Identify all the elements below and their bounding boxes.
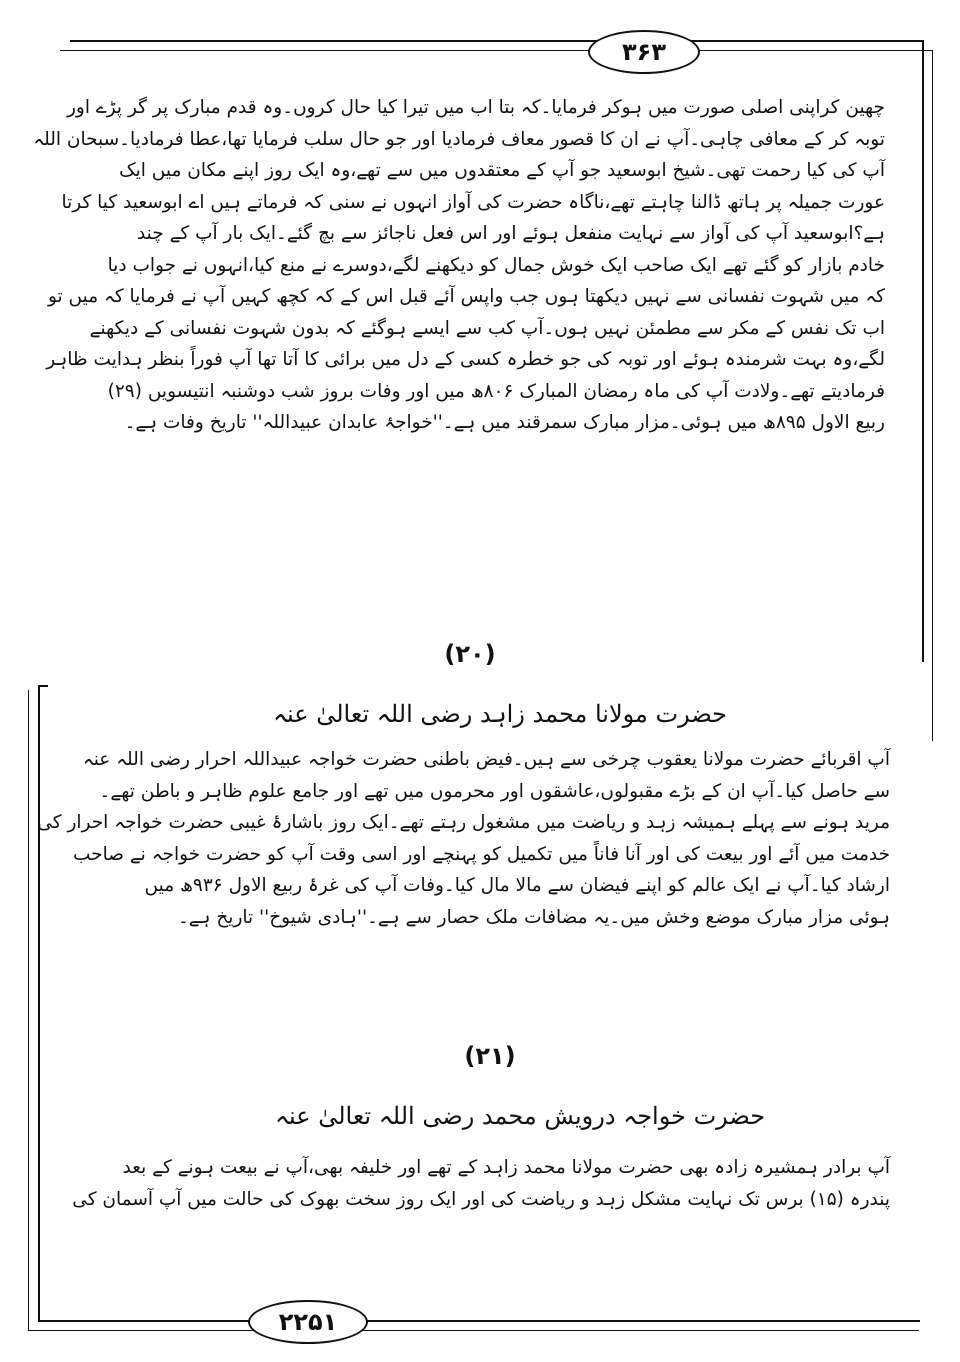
section3-heading: حضرت خواجہ درویش محمد رضی اللہ تعالیٰ عنہ	[274, 1102, 766, 1130]
section3-number: (۲۱)	[464, 1042, 516, 1070]
section1-line: اب تک نفس کے مکر سے مطمئن نہیں ہوں۔آپ کب سے ایسے ہوگئے کہ بدون شہوت نفسانی کے دیکھنے	[89, 317, 885, 339]
footer-page-number	[248, 1300, 368, 1344]
section3-paragraph	[70, 1152, 890, 1215]
section1-line: لگے،وہ بہت شرمندہ ہوئے اور توبہ کی جو خطرہ کسی کے دل میں برائی کا آتا تھا آپ فوراً بنظر ہدایت ظاہر	[46, 349, 885, 370]
section1-line: توبہ کر کے معافی چاہی۔آپ نے ان کا قصور معاف فرمادیا اور جو حال سلب فرمایا تھا،عطا فرمادیا۔سبحان اللہ	[33, 128, 885, 150]
section1-line: عورت جمیلہ پر ہاتھ ڈالنا چاہتے تھے،ناگاہ حضرت کی آواز انہوں نے سنی کہ فرماتے ہیں اے ابوسعید کیا کرتا	[61, 191, 885, 213]
section2-line: سے حاصل کیا۔آپ ان کے بڑے مقبولوں،عاشقوں اور محرموں میں تھے اور جامع علوم ظاہر و باطن تھے۔	[99, 780, 890, 802]
section1-line: ہے؟ابوسعید آپ کی آواز سے نہایت منفعل ہوئے اور اس فعل ناجائز سے بچ گئے۔ایک بار آپ کے چند	[136, 223, 885, 244]
lower-frame-top-rule	[38, 685, 48, 687]
section1-line: چھین کراپنی اصلی صورت میں ہوکر فرمایا۔کہ بتا اب میں تیرا کیا حال کروں۔وہ قدم مبارک پر گر پڑے اور	[66, 97, 885, 118]
section2-paragraph	[37, 744, 890, 933]
section1-line: خادم بازار کو گئے تھے ایک صاحب ایک خوش جمال کو دیکھنے لگے،دوسرے نے منع کیا،انہوں نے جواب دیا	[107, 254, 885, 276]
section2-line: ارشاد کیا۔آپ نے ایک عالم کو اپنے فیضان سے مالا مال کیا۔وفات آپ کی غرۂ ربیع الاول ۹۳۶ھ میں	[144, 875, 890, 896]
section2-line: ہوئی مزار مبارک موضع وخش میں۔یہ مضافات ملک حصار سے ہے۔''ہادی شیوخ'' تاریخ ہے۔	[177, 906, 890, 928]
section1-paragraph	[33, 92, 885, 439]
section2-heading: حضرت مولانا محمد زاہد رضی اللہ تعالیٰ عنہ	[272, 700, 728, 728]
header-page-number	[588, 30, 700, 74]
section3-line: پندرہ (۱۵) برس تک نہایت مشکل زہد و ریاضت کی اور ایک روز سخت بھوک کی حالت میں آپ آسمان کی	[72, 1188, 890, 1210]
section1-line: ربیع الاول ۸۹۵ھ میں ہوئی۔مزار مبارک سمرقند میں ہے۔''خواجۂ عابدان عبیداللہ'' تاریخ وفات ہے۔	[124, 412, 885, 433]
header-page-number-text: ۳۶۳	[622, 38, 666, 66]
section2-line: آپ اقربائے حضرت مولانا یعقوب چرخی سے ہیں۔فیض باطنی حضرت خواجہ عبیداللہ احرار رضی اللہ عنہ	[82, 749, 890, 770]
section1-line: آپ کی کیا رحمت تھی۔شیخ ابوسعید جو آپ کے معتقدوں میں سے تھے،وہ ایک روز اپنے مکان میں ایک	[119, 160, 885, 181]
footer-page-number-text: ۲۲۵۱	[278, 1308, 338, 1336]
section2-line: مرید ہونے سے پہلے ہمیشہ زہد و ریاضت میں مشغول رہتے تھے۔ایک روز باشارۂ غیبی حضرت خواجہ احرار کی	[37, 812, 890, 833]
section3-line: آپ برادر ہمشیرہ زادہ بھی حضرت مولانا محمد زاہد کے تھے اور خلیفہ بھی،آپ نے بیعت ہونے کے بعد	[122, 1157, 890, 1178]
section1-line: کہ میں شہوت نفسانی سے نہیں دیکھتا ہوں جب واپس آئے قبل اس کے کہ کچھ کہیں آپ نے فرمایا کہ میں تو	[47, 286, 885, 307]
section1-line: فرمادیتے تھے۔ولادت آپ کی ماہ رمضان المبارک ۸۰۶ھ میں اور وفات بروز شب دوشنبہ انتیسویں (۲۹)	[107, 380, 885, 402]
section2-line: خدمت میں آئے اور بیعت کی اور آنا فاناً میں تکمیل کو پہنچے اور اسی وقت آپ کو حضرت خواجہ نے صاحب	[73, 843, 890, 865]
section2-number: (۲۰)	[444, 640, 496, 668]
